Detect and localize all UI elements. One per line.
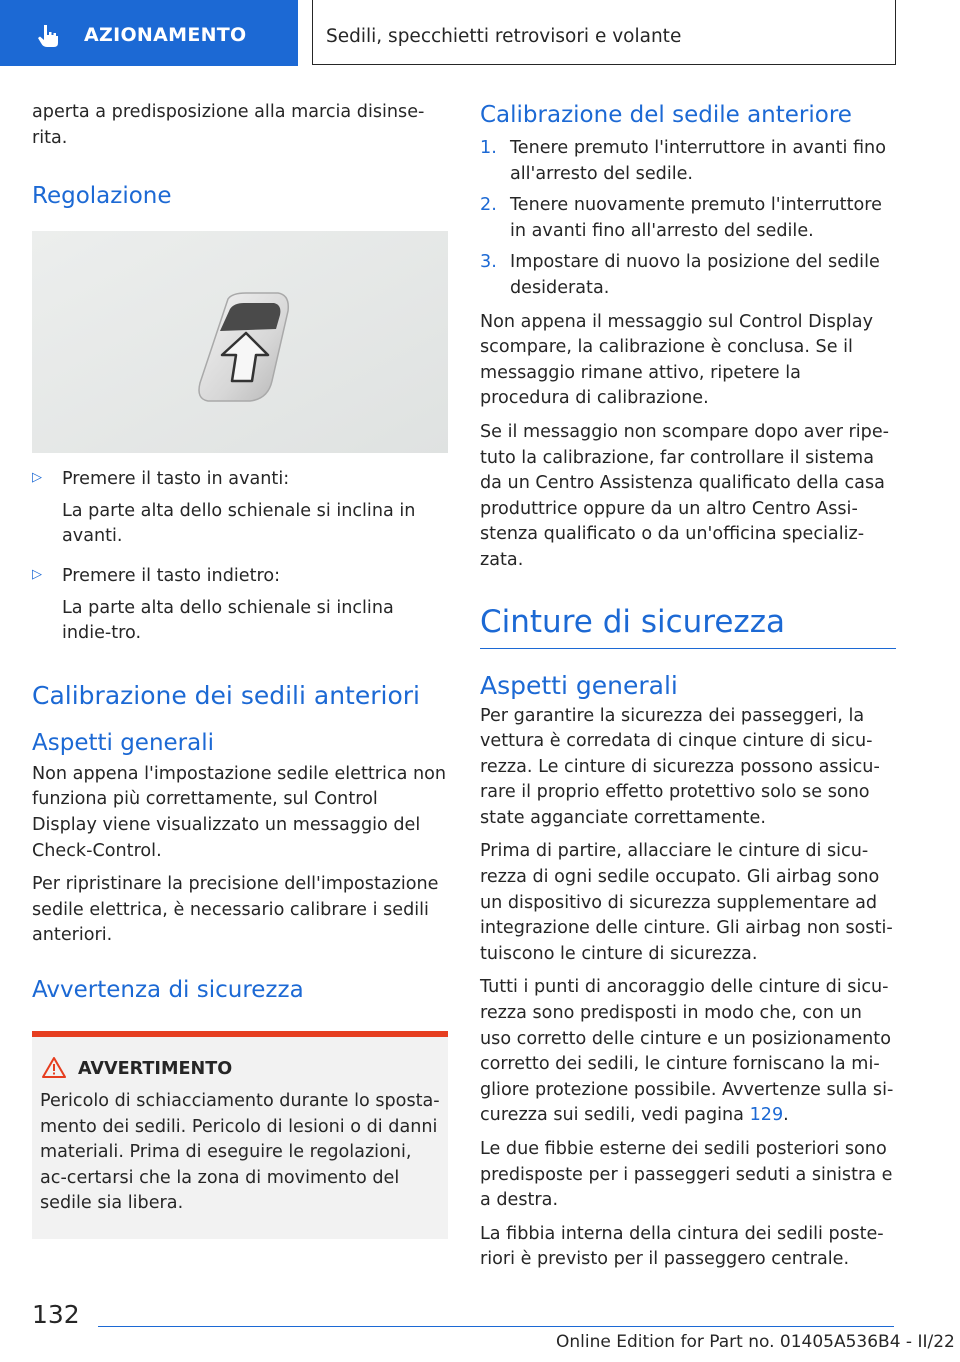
paragraph: Non appena l'impostazione sedile elettrica non funziona più correttamente, sul Control Display viene visualizzato un messaggio del Check-Control. [32, 763, 447, 861]
section-label: AZIONAMENTO [84, 24, 247, 46]
list-item: 3. Impostare di nuovo la posizione del sedile desiderata. [480, 252, 880, 298]
seat-switch-photo [32, 231, 448, 453]
intro-text: aperta a predisposizione alla marcia disinse-rita. [32, 102, 425, 148]
regolazione-heading: Regolazione [32, 183, 172, 210]
paragraph: Non appena il messaggio sul Control Display scompare, la calibrazione è conclusa. Se il messaggio rimane attivo, ripetere la procedura di calibrazione. [480, 311, 873, 409]
paragraph: Per ripristinare la precisione dell'impostazione sedile elettrica, è necessario calibrare i sedili anteriori. [32, 874, 439, 946]
warning-triangle-icon [42, 1056, 66, 1078]
seatbelts-heading: Cinture di sicurezza [480, 603, 785, 640]
seatbelts-heading-block [480, 604, 896, 649]
front-seat-calibration-heading: Calibrazione del sedile anteriore [480, 102, 852, 128]
header-title-box [312, 0, 896, 65]
edition-label: Online Edition for Part no. 01405A536B4 - II/22 [556, 1332, 955, 1352]
general-aspects-heading: Aspetti generali [32, 729, 215, 756]
list-item: 1. Tenere premuto l'interruttore in avanti fino all'arresto del sedile. [480, 138, 886, 184]
paragraph: Prima di partire, allacciare le cinture di sicu-rezza di ogni sedile occupato. Gli airbag sono un dispositivo di sicurezza supplementare ad integrazione delle cinture. Gli airbag non sosti-tuiscono le cinture di sicurezza. [480, 841, 893, 964]
footer-rule [98, 1326, 894, 1327]
page-link[interactable]: 129 [749, 1105, 784, 1126]
right-column [480, 92, 896, 1273]
paragraph: La fibbia interna della cintura dei sedili poste-riori è previsto per il passeggero centrale. [480, 1223, 884, 1270]
warning-title: AVVERTIMENTO [78, 1059, 440, 1079]
triangle-bullet-icon: ▷ [32, 470, 42, 486]
left-column [32, 92, 448, 1239]
chapter-title: Sedili, specchietti retrovisori e volante [326, 26, 682, 47]
safety-notice-heading: Avvertenza di sicurezza [32, 976, 304, 1003]
list-item: ▷ Premere il tasto in avanti: La parte alta dello schienale si inclina in avanti. [32, 469, 416, 547]
list-item: 2. Tenere nuovamente premuto l'interruttore in avanti fino all'arresto del sedile. [480, 195, 882, 241]
hand-pointer-icon [36, 23, 62, 49]
paragraph: Se il messaggio non scompare dopo aver ripe-tuto la calibrazione, far controllare il sistema da un Centro Assistenza qualificato della casa produttrice oppure da un altro Centro Assi-stenza qualificato o da un'officina specializ-zata. [480, 421, 889, 570]
warning-text: Pericolo di schiacciamento durante lo sposta-mento dei sedili. Pericolo di lesioni o di danni materiali. Prima di eseguire le regolazioni, ac-certarsi che la zona di movimento del sedile sia libera. [40, 1090, 440, 1214]
seat-backrest-switch-image [32, 231, 448, 453]
paragraph: Tutti i punti di ancoraggio delle cinture di sicu-rezza sono predisposti in modo che, con un uso corretto delle cinture e un posizionamento corretto dei sedili, le cinture forniscano la mi-gliore protezione possibile. Avvertenze sulla si-curezza sui sedili, vedi pagina 129. [480, 977, 894, 1126]
header-section-tab [0, 0, 298, 66]
list-item: ▷ Premere il tasto indietro: La parte alta dello schienale si inclina indie-tro. [32, 565, 394, 644]
paragraph: Le due fibbie esterne dei sedili posteriori sono predisposte per i passeggeri seduti a sinistra e a destra. [480, 1139, 893, 1211]
general-aspects-heading: Aspetti generali [480, 670, 678, 700]
warning-box [32, 1031, 448, 1239]
paragraph: Per garantire la sicurezza dei passeggeri, la vettura è corredata di cinque cinture di sicu-rezza. Le cinture di sicurezza possono assicu-rare il proprio effetto protettivo solo se sono state agganciate correttamente. [480, 705, 880, 828]
page-number: 132 [32, 1300, 80, 1329]
bullet-list [32, 467, 448, 647]
step-list [480, 136, 896, 302]
calibration-heading: Calibrazione dei sedili anteriori [32, 680, 420, 710]
triangle-bullet-icon: ▷ [32, 566, 42, 582]
